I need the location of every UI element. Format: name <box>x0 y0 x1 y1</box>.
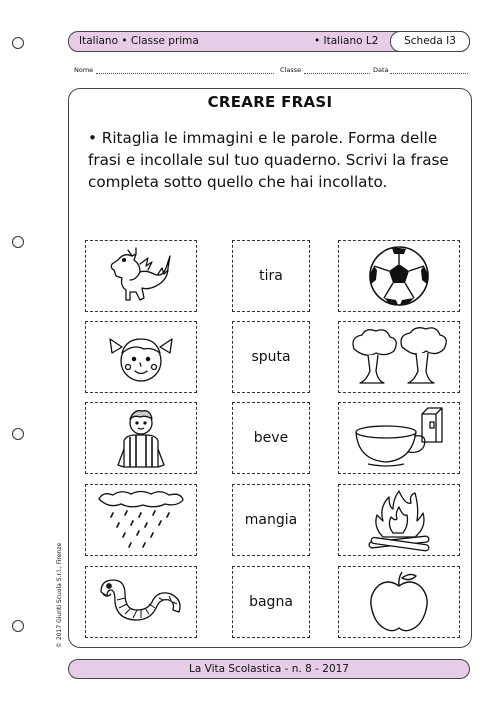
verb-label: tira <box>259 268 283 284</box>
image-card-boy <box>85 402 197 474</box>
sheet-label: Scheda I3 <box>390 31 470 52</box>
apple-icon <box>364 570 434 634</box>
worksheet-title: CREARE FRASI <box>207 93 333 111</box>
trees-icon <box>346 325 452 389</box>
footer-bar: La Vita Scolastica - n. 8 - 2017 <box>68 659 470 679</box>
class-line <box>304 73 370 74</box>
course-label: • Italiano L2 <box>314 35 379 47</box>
image-card-apple <box>338 566 460 638</box>
word-card-beve <box>232 402 310 474</box>
fire-icon <box>359 487 439 553</box>
word-card-tira <box>232 240 310 312</box>
worm-icon <box>93 572 189 632</box>
date-label: Data <box>373 66 389 74</box>
verb-label: sputa <box>251 349 291 365</box>
student-fields <box>68 64 470 78</box>
verb-label: bagna <box>249 594 293 610</box>
image-card-cloud <box>85 484 197 556</box>
binder-hole <box>12 428 24 440</box>
instructions: • Ritaglia le immagini e le parole. Forma delle frasi e incollale sul tuo quaderno. Scrivi la frase completa sotto quello che hai incollato. <box>88 129 449 191</box>
word-card-bagna <box>232 566 310 638</box>
binder-hole <box>12 620 24 632</box>
name-line <box>96 73 274 74</box>
soccer-ball-icon <box>364 244 434 308</box>
subject-label: Italiano • Classe prima <box>79 35 199 47</box>
girl-face-icon <box>96 325 186 389</box>
image-card-cup <box>338 402 460 474</box>
class-label: Classe <box>280 66 302 74</box>
word-card-sputa <box>232 321 310 393</box>
word-card-mangia <box>232 484 310 556</box>
boy-icon <box>96 405 186 471</box>
header-bar <box>68 31 470 52</box>
image-card-fire <box>338 484 460 556</box>
verb-label: mangia <box>244 512 298 528</box>
image-card-worm <box>85 566 197 638</box>
image-card-trees <box>338 321 460 393</box>
image-card-dragon <box>85 240 197 312</box>
image-card-ball <box>338 240 460 312</box>
binder-hole <box>12 37 24 49</box>
date-line <box>390 73 468 74</box>
binder-hole <box>12 236 24 248</box>
cup-and-carton-icon <box>346 406 452 470</box>
name-label: Nome <box>74 66 94 74</box>
copyright-notice: © 2017 Giunti Scuola S.r.l., Firenze <box>56 542 63 648</box>
dragon-icon <box>96 244 186 308</box>
verb-label: beve <box>253 430 289 446</box>
rain-cloud-icon <box>93 487 189 553</box>
image-card-girl <box>85 321 197 393</box>
